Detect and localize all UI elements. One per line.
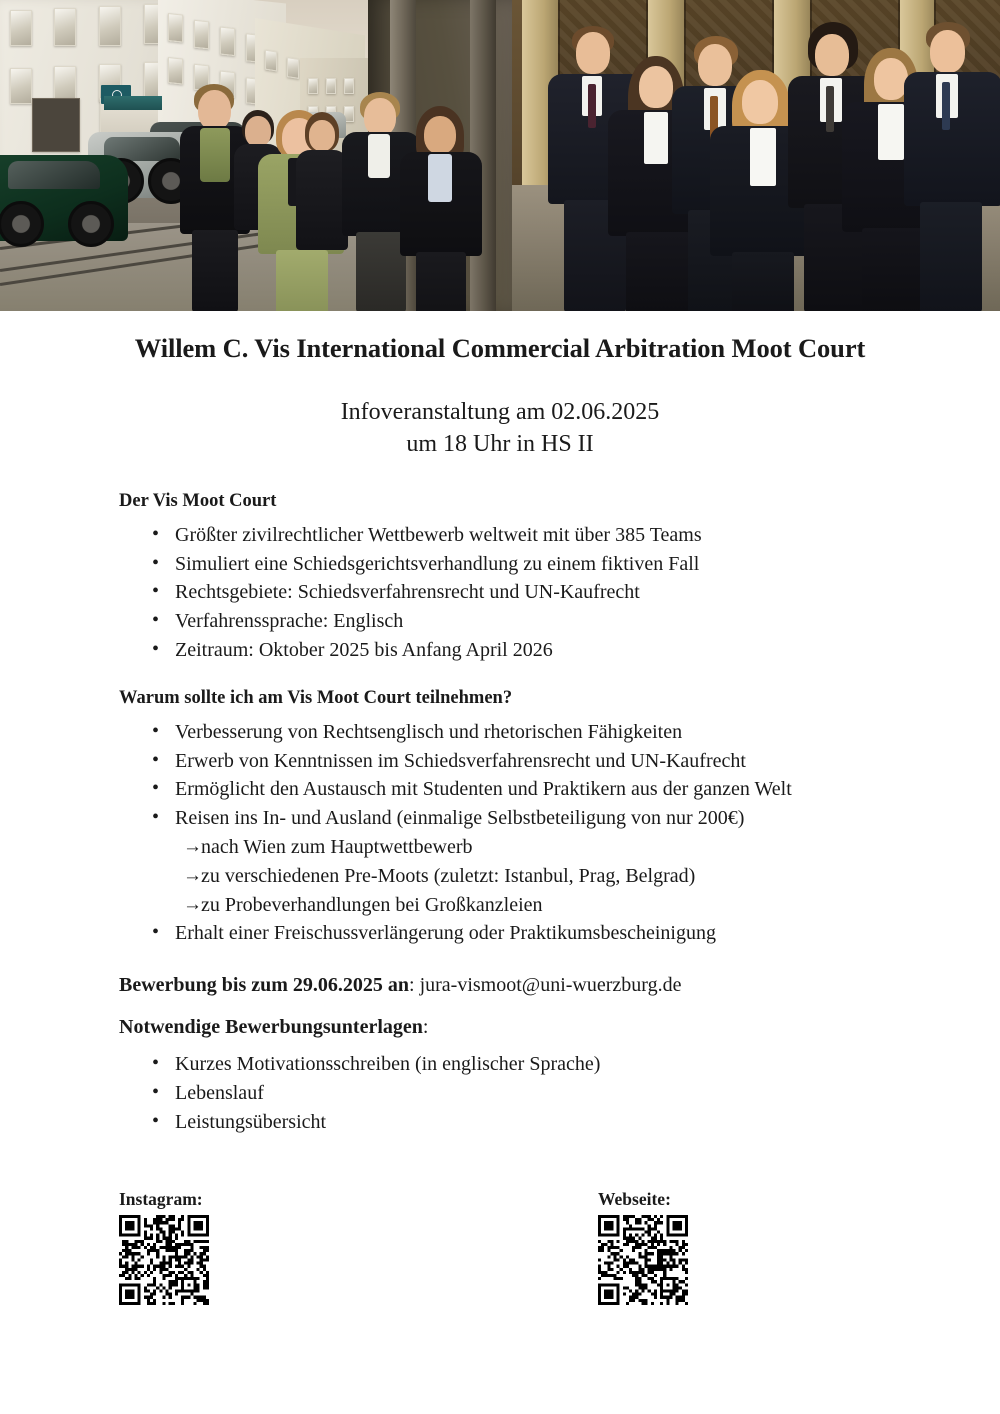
section-why-participate	[119, 688, 1000, 948]
qr-code-footer	[0, 1189, 1000, 1319]
instagram-qr-label: Instagram:	[119, 1188, 203, 1209]
page-title: Willem C. Vis International Commercial Arbitration Moot Court	[134, 333, 866, 363]
section-about	[119, 491, 1000, 665]
required-documents-heading-colon: :	[422, 1016, 429, 1039]
list-item: • Verfahrenssprache: Englisch	[119, 607, 1000, 636]
list-item-travel-text: Reisen ins In- und Ausland (einmalige Selbstbeteiligung von nur 200€)	[175, 807, 745, 830]
arrow-icon: →	[183, 864, 202, 886]
shop-awning	[104, 96, 162, 110]
arrow-icon: →	[183, 835, 202, 857]
list-item: • Verbesserung von Rechtsenglisch und rhetorischen Fähigkeiten	[119, 718, 1000, 747]
section-why-heading: Warum sollte ich am Vis Moot Court teilnehmen?	[119, 687, 513, 708]
section-about-heading: Der Vis Moot Court	[119, 490, 277, 511]
person-group-7	[904, 24, 1000, 311]
photo-street-scene	[0, 0, 512, 311]
webseite-qr-code[interactable]	[598, 1215, 688, 1305]
application-deadline-bold: Bewerbung bis zum 29.06.2025 an	[119, 974, 410, 997]
photo-group-portrait	[512, 0, 1000, 311]
sub-list-item	[175, 891, 1000, 920]
list-item: • Erwerb von Kenntnissen im Schiedsverfahrensrecht und UN-Kaufrecht	[119, 747, 1000, 776]
list-item: • Lebenslauf	[119, 1079, 1000, 1108]
application-deadline	[119, 971, 1000, 999]
list-item: • Erhalt einer Freischussverlängerung oder Praktikumsbescheinigung	[119, 919, 1000, 948]
event-time-line: um 18 Uhr in HS II	[406, 430, 594, 457]
list-item: • Ermöglicht den Austausch mit Studenten und Praktikern aus der ganzen Welt	[119, 775, 1000, 804]
sub-list-item	[175, 862, 1000, 891]
list-item: • Zeitraum: Oktober 2025 bis Anfang April 2026	[119, 636, 1000, 665]
list-item: • Simuliert eine Schiedsgerichtsverhandlung zu einem fiktiven Fall	[119, 550, 1000, 579]
person-street-6	[400, 108, 482, 311]
sub-list-item-label: zu Probeverhandlungen bei Großkanzleien	[201, 893, 543, 916]
list-item: • Leistungsübersicht	[119, 1108, 1000, 1137]
required-documents-heading-bold: Notwendige Bewerbungsunterlagen	[119, 1016, 423, 1039]
webseite-qr-label: Webseite:	[598, 1188, 671, 1209]
sub-list-item-label: zu verschiedenen Pre-Moots (zuletzt: Istanbul, Prag, Belgrad)	[201, 864, 696, 887]
webseite-qr-block	[598, 1189, 688, 1305]
parked-car-green	[0, 155, 128, 241]
flyer-content	[0, 311, 1000, 1319]
required-documents-heading	[119, 1013, 1000, 1041]
required-documents-list	[119, 1050, 1000, 1136]
list-item: • Kurzes Motivationsschreiben (in englischer Sprache)	[119, 1050, 1000, 1079]
sub-list-item	[175, 833, 1000, 862]
section-why-list	[119, 718, 1000, 948]
list-item: • Rechtsgebiete: Schiedsverfahrensrecht und UN-Kaufrecht	[119, 578, 1000, 607]
arrow-icon: →	[183, 893, 202, 915]
photo-band	[0, 0, 1000, 311]
application-email-text: : jura-vismoot@uni-wuerzburg.de	[409, 974, 682, 997]
sub-list-item-label: nach Wien zum Hauptwettbewerb	[201, 835, 473, 858]
event-subtitle	[0, 397, 1000, 461]
instagram-qr-block	[119, 1189, 209, 1305]
travel-sublist	[175, 833, 1000, 919]
list-item-travel	[119, 804, 1000, 919]
instagram-qr-code[interactable]	[119, 1215, 209, 1305]
section-application	[119, 971, 1000, 1136]
list-item: • Größter zivilrechtlicher Wettbewerb weltweit mit über 385 Teams	[119, 521, 1000, 550]
person-street-4	[296, 112, 348, 252]
event-date-line: Infoveranstaltung am 02.06.2025	[340, 399, 660, 425]
section-about-list	[119, 521, 1000, 665]
